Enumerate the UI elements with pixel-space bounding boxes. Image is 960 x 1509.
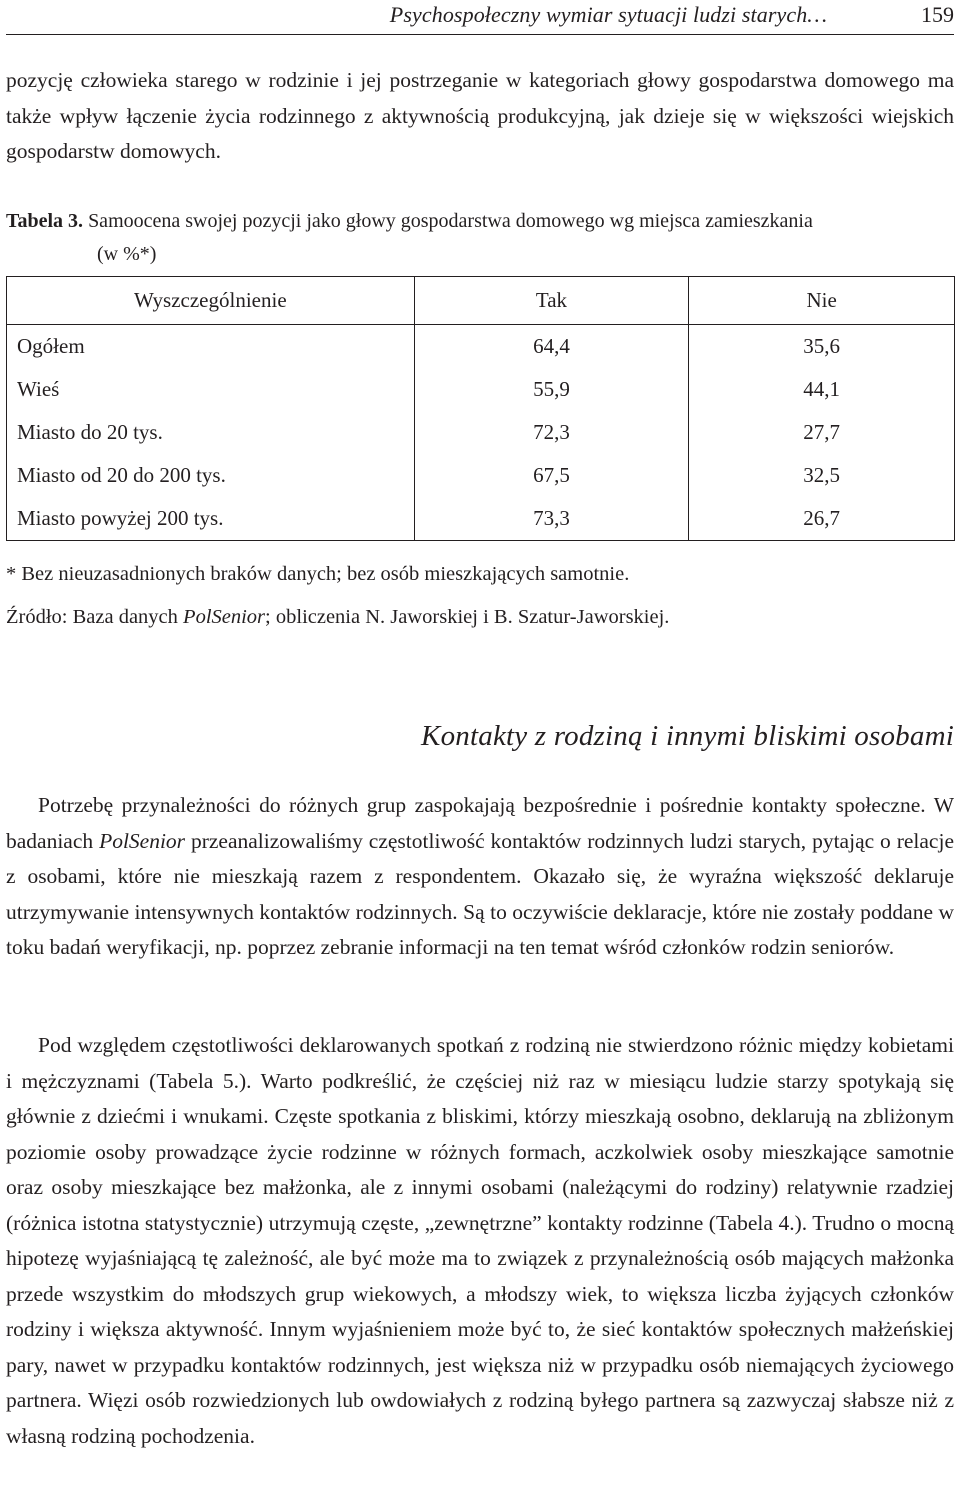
column-header-no: Nie: [689, 277, 955, 325]
row-label: Miasto od 20 do 200 tys.: [7, 454, 415, 497]
table-caption-line-1: [6, 205, 954, 238]
table-header-row: [7, 277, 955, 325]
table-row: [7, 454, 955, 497]
table-row: [7, 497, 955, 541]
cell-yes: 55,9: [414, 368, 689, 411]
cell-yes: 64,4: [414, 325, 689, 369]
running-title: Psychospołeczny wymiar sytuacji ludzi starych…: [389, 2, 827, 27]
body-paragraph-1: [6, 788, 954, 966]
intro-paragraph: pozycję człowieka starego w rodzinie i jej postrzeganie w kategoriach głowy gospodarstwa domowego ma także wpływ łączenie życia rodzinnego z aktywnością produkcyjną, jak dzieje się w większości wiejskich gospodarstw domowych.: [6, 68, 954, 163]
cell-yes: 72,3: [414, 411, 689, 454]
cell-no: 27,7: [689, 411, 955, 454]
row-label: Miasto do 20 tys.: [7, 411, 415, 454]
source-suffix: ; obliczenia N. Jaworskiej i B. Szatur-Jaworskiej.: [265, 606, 670, 628]
row-label: Wieś: [7, 368, 415, 411]
cell-no: 32,5: [689, 454, 955, 497]
table-footnote: * Bez nieuzasadnionych braków danych; bez osób mieszkających samotnie.: [6, 563, 630, 585]
row-label: Ogółem: [7, 325, 415, 369]
cell-yes: 67,5: [414, 454, 689, 497]
cell-no: 35,6: [689, 325, 955, 369]
body-paragraph-2: Pod względem częstotliwości deklarowanych spotkań z rodziną nie stwierdzono różnic między kobietami i mężczyznami (Tabela 5.). Warto podkreślić, że częściej niż raz w miesiącu ludzie starzy spotykają się głównie z dziećmi i wnukami. Częste spotkania z bliskimi, którzy mieszkają osobno, deklarują na zbliżonym poziomie osoby prowadzące życie rodzinne w różnych formach, aczkolwiek osoby mieszkające samotnie oraz osoby mieszkające bez małżonka, ale z innymi osobami (należącymi do rodziny) relatywnie rzadziej (różnica istotna statystycznie) utrzymują częste, „zewnętrzne” kontakty rodzinne (Tabela 4.). Trudno o mocną hipotezę wyjaśniającą tę zależność, ale być może ma to związek z przynależnością osób mających małżonka przede wszystkim do młodszych grup wiekowych, a młodszy wiek, to większa liczba żyjących członków rodziny i większa aktywność. Innym wyjaśnieniem może być to, że sieć kontaktów społecznych małżeńskiej pary, nawet w przypadku kontaktów rodzinnych, jest większa niż w przypadku osób niemających życiowego partnera. Więzi osób rozwiedzionych lub owdowiałych z rodziną byłego partnera są zazwyczaj słabsze niż z własną rodziną pochodzenia.: [6, 1033, 954, 1448]
table-caption: [6, 205, 954, 271]
table-row: [7, 325, 955, 369]
table-label: Tabela 3.: [6, 210, 84, 232]
table-source: [6, 606, 669, 629]
cell-no: 26,7: [689, 497, 955, 541]
body-paragraph-1-start: Potrzebę przynależności do różnych grup zaspokajają bezpośrednie i pośrednie kontakty społeczne. W badaniach: [6, 793, 954, 853]
table-caption-line-2: (w %*): [97, 243, 157, 265]
row-label: Miasto powyżej 200 tys.: [7, 497, 415, 541]
cell-yes: 73,3: [414, 497, 689, 541]
body-paragraph-1-italic: PolSenior: [99, 828, 186, 853]
table-caption-text: Samoocena swojej pozycji jako głowy gospodarstwa domowego wg miejsca zamieszkania: [88, 210, 813, 232]
running-header: [6, 0, 954, 35]
page-number: 159: [921, 2, 954, 27]
section-heading: Kontakty z rodziną i innymi bliskimi osobami: [421, 720, 954, 752]
table-row: [7, 368, 955, 411]
body-paragraph-1-end: przeanalizowaliśmy częstotliwość kontaktów rodzinnych ludzi starych, pytając o relacje z osobami, które nie mieszkają razem z respondentem. Okazało się, że wyraźna większość deklaruje utrzymywanie intensywnych kontaktów rodzinnych. Są to oczywiście deklaracje, które nie zostały poddane w toku badań weryfikacji, np. poprzez zebranie informacji na ten temat wśród członków rodzin seniorów.: [6, 828, 954, 959]
column-header-yes: Tak: [414, 277, 689, 325]
table-row: [7, 411, 955, 454]
column-header-category: Wyszczególnienie: [7, 277, 415, 325]
source-prefix: Źródło: Baza danych: [6, 606, 184, 628]
cell-no: 44,1: [689, 368, 955, 411]
data-table: [6, 276, 955, 541]
source-database-name: PolSenior: [183, 606, 266, 628]
